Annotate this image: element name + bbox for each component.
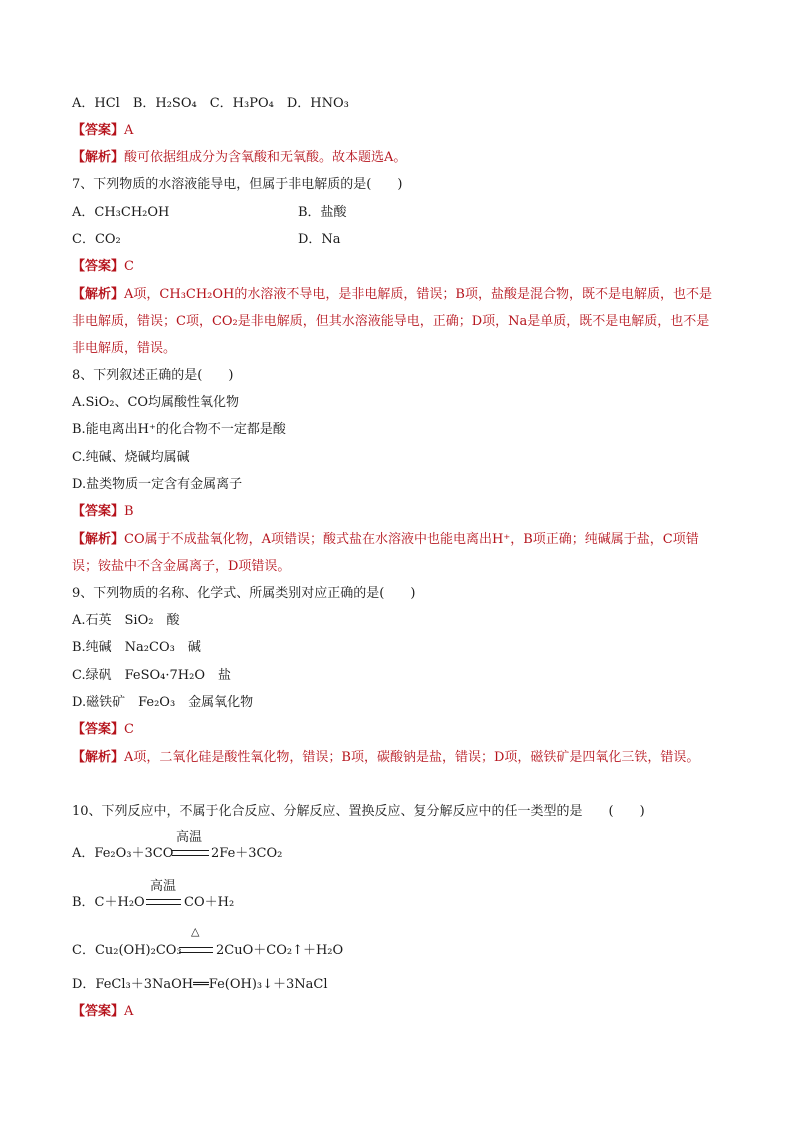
equals-sign [179, 947, 213, 953]
q7-option-d: D．Na [298, 232, 341, 247]
q9-stem: 9、下列物质的名称、化学式、所属类别对应正确的是( ) [72, 586, 416, 601]
equation-left: C．Cu₂(OH)₂CO₃ [72, 943, 182, 958]
analysis-text: 酸可依据组成分为含氧酸和无氧酸。故本题选A。 [124, 150, 407, 165]
q8-option-b: B.能电离出H⁺的化合物不一定都是酸 [72, 422, 286, 437]
analysis-text: CO属于不成盐氧化物，A项错误；酸式盐在水溶液中也能电离出H⁺，B项正确；纯碱属于盐，C项错误；铵盐中不含金属离子，D项错误。 [72, 532, 699, 574]
answer-label: 【答案】 [72, 1004, 125, 1019]
answer-value: B [124, 504, 134, 519]
q10-option-d: D．FeCl₃＋3NaOH══Fe(OH)₃↓＋3NaCl [72, 977, 328, 992]
equation-right: 2CuO＋CO₂↑＋H₂O [216, 943, 344, 958]
equation-left: A．Fe₂O₃＋3CO [72, 846, 174, 861]
answer-label: 【答案】 [72, 504, 125, 519]
q10-stem: 10、下列反应中，不属于化合反应、分解反应、置换反应、复分解反应中的任一类型的是 ( ) [72, 804, 645, 819]
q7-option-a: A．CH₃CH₂OH [72, 205, 170, 220]
q8-option-d: D.盐类物质一定含有金属离子 [72, 477, 243, 492]
q8-analysis [72, 526, 722, 580]
reaction-condition: 高温 [150, 879, 177, 894]
q9-option-c: C.绿矾 FeSO₄·7H₂O 盐 [72, 668, 232, 683]
q6-answer [72, 122, 133, 140]
q7-stem: 7、下列物质的水溶液能导电，但属于非电解质的是( ) [72, 177, 403, 192]
analysis-label: 【解析】 [72, 750, 125, 765]
q7-analysis [72, 281, 722, 362]
q9-answer [72, 721, 134, 739]
q8-option-c: C.纯碱、烧碱均属碱 [72, 450, 190, 465]
answer-label: 【答案】 [72, 722, 125, 737]
q7-options-row2 [72, 231, 341, 249]
q9-option-b: B.纯碱 Na₂CO₃ 碱 [72, 640, 201, 655]
answer-label: 【答案】 [72, 259, 125, 274]
equals-sign [146, 899, 181, 905]
equation-right: 2Fe＋3CO₂ [211, 846, 283, 861]
equals-sign [172, 850, 209, 856]
analysis-label: 【解析】 [72, 532, 125, 547]
q8-stem: 8、下列叙述正确的是( ) [72, 368, 234, 383]
reaction-condition: 高温 [176, 830, 203, 845]
q9-option-a: A.石英 SiO₂ 酸 [72, 613, 180, 628]
answer-value: C [124, 722, 134, 737]
q8-answer [72, 503, 134, 521]
q9-analysis [72, 744, 722, 771]
q9-option-d: D.磁铁矿 Fe₂O₃ 金属氧化物 [72, 695, 254, 710]
q6-analysis [72, 149, 406, 167]
heat-condition-icon: △ [191, 925, 200, 938]
q7-answer [72, 258, 134, 276]
q7-option-c: C．CO₂ [72, 232, 121, 247]
equation-right: CO＋H₂ [184, 895, 235, 910]
analysis-text: A项，CH₃CH₂OH的水溶液不导电，是非电解质，错误；B项，盐酸是混合物，既不是电解质，也不是非电解质，错误；C项，CO₂是非电解质，但其水溶液能导电，正确；D项，Na是单质，既不是电解质，也不是非电解质，错误。 [72, 287, 712, 356]
answer-value: A [124, 123, 134, 138]
q8-option-a: A.SiO₂、CO均属酸性氧化物 [72, 395, 240, 410]
q7-option-b: B．盐酸 [298, 205, 347, 220]
answer-value: C [124, 259, 134, 274]
q10-answer [72, 1003, 133, 1021]
q7-options-row1 [72, 204, 347, 222]
analysis-label: 【解析】 [72, 150, 125, 165]
equation-left: B．C＋H₂O [72, 895, 145, 910]
answer-label: 【答案】 [72, 123, 125, 138]
q6-options: A．HCl B．H₂SO₄ C．H₃PO₄ D．HNO₃ [72, 96, 349, 111]
analysis-label: 【解析】 [72, 287, 125, 302]
analysis-text: A项，二氧化硅是酸性氧化物，错误；B项，碳酸钠是盐，错误；D项，磁铁矿是四氧化三铁，错误。 [124, 750, 700, 765]
answer-value: A [124, 1004, 134, 1019]
